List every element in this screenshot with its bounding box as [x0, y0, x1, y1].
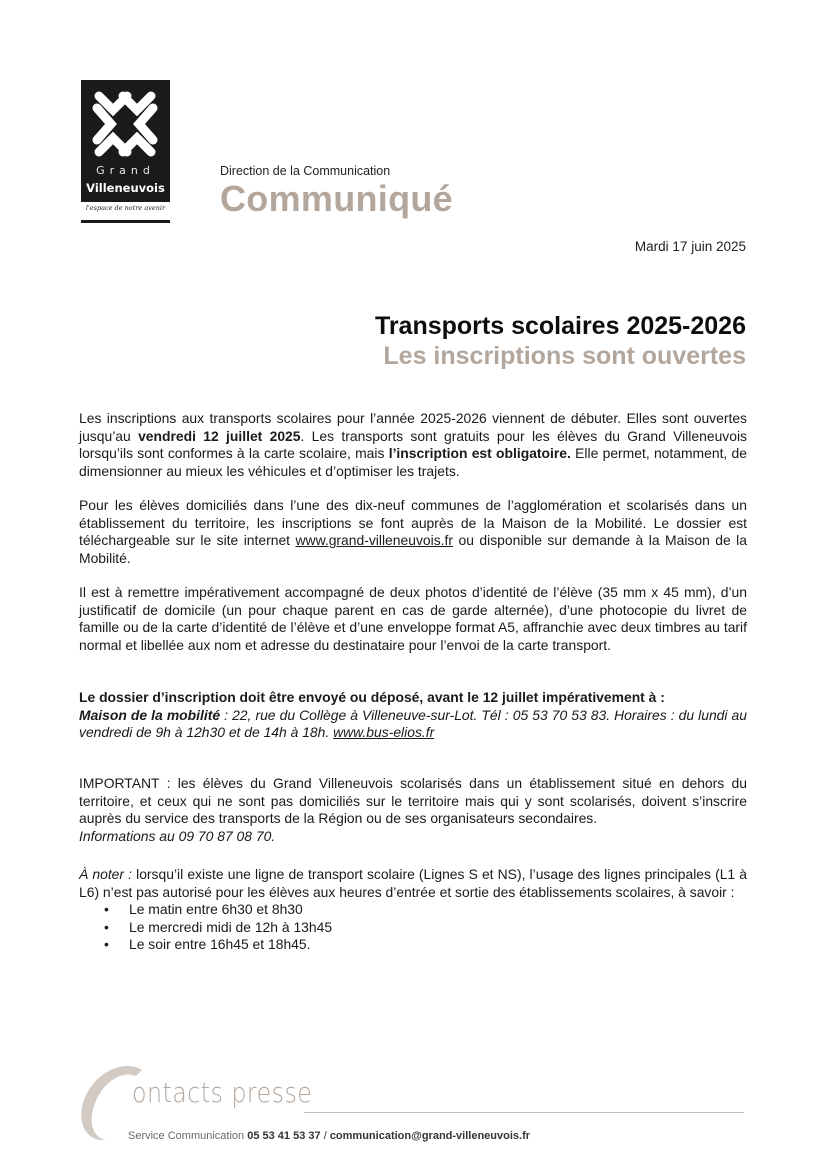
bus-elios-link[interactable]: www.bus-elios.fr: [333, 724, 435, 741]
contact-phone: 05 53 41 53 37: [247, 1130, 321, 1142]
address-text: : 22, rue du Collège à Villeneuve-sur-Lot. Tél : 05 53 70 53 83. Horaires : du lundi au vendredi de 9h à 12h30 et de 14h à 18h.: [79, 706, 747, 741]
service-label: Service Communication: [128, 1130, 245, 1142]
paragraph-important: [79, 775, 747, 845]
logo-text-grand: Grand: [96, 164, 155, 177]
cross-x-logo-icon: [91, 88, 159, 160]
paragraph-note: [79, 866, 747, 954]
mandatory-bold: l’inscription est obligatoire.: [388, 445, 571, 462]
paragraph-submission: [79, 689, 747, 742]
list-item: [79, 919, 747, 937]
page-subtitle: Les inscriptions sont ouvertes: [383, 342, 746, 370]
info-phone: Informations au 09 70 87 08 70.: [79, 827, 276, 844]
note-label: À noter :: [79, 866, 133, 882]
bullet-icon: •: [104, 918, 109, 935]
department-name: Direction de la Communication: [220, 164, 391, 178]
list-item-text: Le mercredi midi de 12h à 13h45: [129, 918, 333, 935]
page-title: Transports scolaires 2025-2026: [374, 312, 746, 340]
submission-heading: Le dossier d’inscription doit être envoyé ou déposé, avant le 12 juillet impérativement à :: [79, 689, 665, 705]
paragraph-required-documents: [79, 584, 747, 654]
paragraph-intro: [79, 410, 747, 480]
publication-date: Mardi 17 juin 2025: [634, 239, 746, 254]
document-type-heading: Communiqué: [220, 178, 453, 219]
text-span: lorsqu’il existe une ligne de transport scolaire (Lignes S et NS), l’usage des lignes principales (L1 à L6) n’est pas autorisé pour les élèves aux heures d’entrée et sortie des établissements scolaires, à savoir :: [79, 866, 747, 900]
text-span: Pour les élèves domiciliés dans l’une des dix-neuf communes de l’agglomération et scolarisés dans un établissement du territoire, les inscriptions se font auprès de la Maison de la Mobilité. Le dossier est téléchargeable sur le site internet: [79, 497, 747, 549]
text-span: Il est à remettre impérativement accompagné de deux photos d’identité de l’élève (35 mm x 45 mm), d’un justificatif de domicile (un pour chaque parent en cas de garde alternée), d’une photocopie du livret de famille ou de la carte d’identité de l’élève et d’une enveloppe format A5, affranchie avec deux timbres au tarif normal et libellée aux nom et adresse du destinataire pour l’envoi de la carte transport.: [79, 584, 747, 653]
separator: /: [323, 1130, 327, 1142]
list-item-text: Le soir entre 16h45 et 18h45.: [129, 936, 311, 953]
contact-email-link[interactable]: communication@grand-villeneuvois.fr: [329, 1130, 531, 1142]
time-restrictions-list: [79, 901, 747, 954]
service-contact-line: [128, 1130, 530, 1142]
list-item-text: Le matin entre 6h30 et 8h30: [129, 901, 303, 918]
logo-background: [81, 80, 170, 202]
press-contacts-footer: [76, 1062, 756, 1147]
organization-logo: [81, 80, 170, 224]
deadline-bold: vendredi 12 juillet 2025: [138, 427, 301, 444]
logo-text-villeneuvois: Villeneuvois: [86, 181, 165, 195]
footer-divider: [304, 1112, 744, 1113]
text-span: Les inscriptions aux transports scolaires pour l’année 2025-2026 viennent de débuter. Elles sont ouvertes jusqu’au: [79, 410, 747, 444]
logo-underline: [81, 220, 170, 223]
paragraph-where-to-register: [79, 497, 747, 567]
text-span: . Les transports sont gratuits pour les élèves du Grand Villeneuvois lorsqu’ils sont conformes à la carte scolaire, mais: [79, 427, 748, 462]
text-span: Elle permet, notamment, de dimensionner au mieux les véhicules et d’optimiser les trajets.: [79, 445, 748, 479]
bullet-icon: •: [104, 901, 109, 918]
contacts-heading: ontacts presse: [132, 1076, 313, 1109]
list-item: [79, 901, 747, 919]
logo-tagline: l'espace de notre avenir: [85, 204, 166, 212]
text-span: ou disponible sur demande à la Maison de la Mobilité.: [79, 532, 747, 566]
place-name: Maison de la mobilité: [79, 706, 221, 723]
bullet-icon: •: [104, 936, 109, 953]
list-item: [79, 936, 747, 954]
text-span: IMPORTANT : les élèves du Grand Villeneuvois scolarisés dans un établissement situé en dehors du territoire, et ceux qui ne sont pas domiciliés sur le territoire mais qui y sont scolarisés, doivent s’inscrire auprès du service des transports de la Région ou de ses organisateurs secondaires.: [79, 775, 747, 827]
website-link[interactable]: www.grand-villeneuvois.fr: [295, 532, 454, 549]
